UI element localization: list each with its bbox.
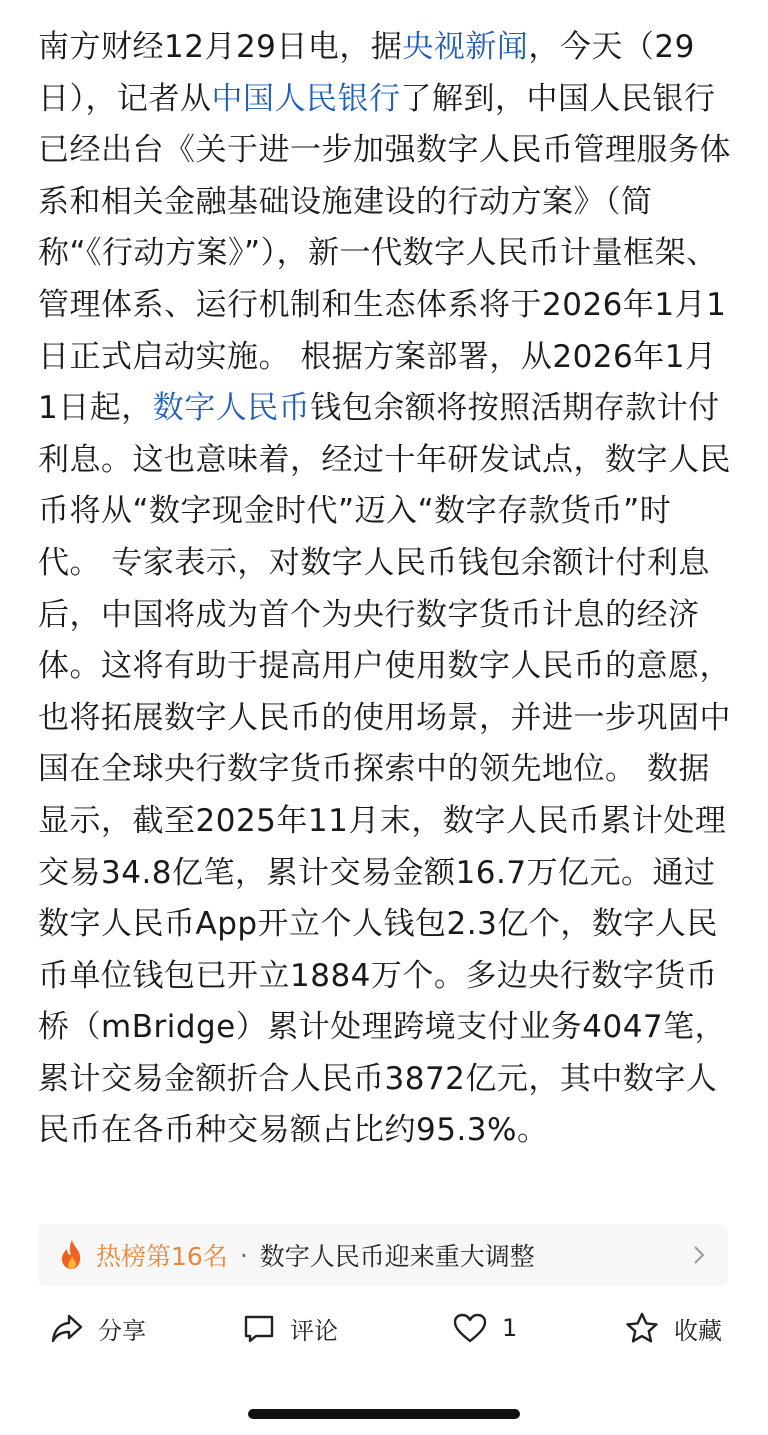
- link-cctv-news[interactable]: 央视新闻: [402, 29, 529, 65]
- comment-label: 评论: [290, 1316, 338, 1345]
- home-indicator[interactable]: [248, 1409, 520, 1419]
- article-body: [38, 22, 732, 1157]
- chevron-right-icon: [692, 1244, 706, 1266]
- article-text: 了解到，中国人民银行已经出台《关于进一步加强数字人民币管理服务体系和相关金融基础设施建设的行动方案》（简称“《行动方案》”），新一代数字人民币计量框架、管理体系、运行机制和生态体系将于2026年1月1日正式启动实施。 根据方案部署，从2026年1月1日起，: [38, 80, 731, 427]
- separator-dot: ·: [239, 1240, 248, 1270]
- link-pboc[interactable]: 中国人民银行: [211, 80, 401, 117]
- comment-button[interactable]: [242, 1298, 338, 1358]
- share-label: 分享: [98, 1316, 146, 1345]
- article-paragraph: [38, 22, 732, 1157]
- hot-topic-title: 数字人民币迎来重大调整: [259, 1242, 535, 1271]
- like-button[interactable]: [452, 1298, 517, 1358]
- like-count: 1: [502, 1314, 518, 1342]
- share-icon: [50, 1312, 84, 1344]
- favorite-label: 收藏: [674, 1316, 722, 1345]
- hot-ranking-bar[interactable]: [38, 1224, 728, 1286]
- link-digital-rmb[interactable]: 数字人民币: [152, 390, 311, 427]
- favorite-button[interactable]: [624, 1298, 722, 1358]
- hot-rank-label: 热榜第16名: [96, 1242, 228, 1271]
- article-text: ，今天（29日），记者从: [38, 29, 695, 117]
- action-bar: [0, 1298, 768, 1358]
- article-text: 南方财经12月29日电，据: [38, 29, 403, 65]
- comment-icon: [242, 1312, 276, 1344]
- heart-icon: [452, 1312, 488, 1344]
- star-icon: [624, 1311, 660, 1345]
- article-text: 钱包余额将按照活期存款计付利息。这也意味着，经过十年研发试点，数字人民币将从“数字现金时代”迈入“数字存款货币”时代。 专家表示，对数字人民币钱包余额计付利息后，中国将成为首个为央行数字货币计息的经济体。这将有助于提高用户使用数字人民币的意愿，也将拓展数字人民币的使用场景，并进一步巩固中国在全球央行数字货币探索中的领先地位。 数据显示，截至2025年11月末，数字人民币累计处理交易34.8亿笔，累计交易金额16.7万亿元。通过数字人民币App开立个人钱包2.3亿个，数字人民币单位钱包已开立1884万个。多边央行数字货币桥（mBridge）累计处理跨境支付业务4047笔，累计交易金额折合人民币3872亿元，其中数字人民币在各币种交易额占比约95.3%。: [38, 390, 731, 1149]
- share-button[interactable]: [50, 1298, 146, 1358]
- flame-icon: [58, 1239, 86, 1271]
